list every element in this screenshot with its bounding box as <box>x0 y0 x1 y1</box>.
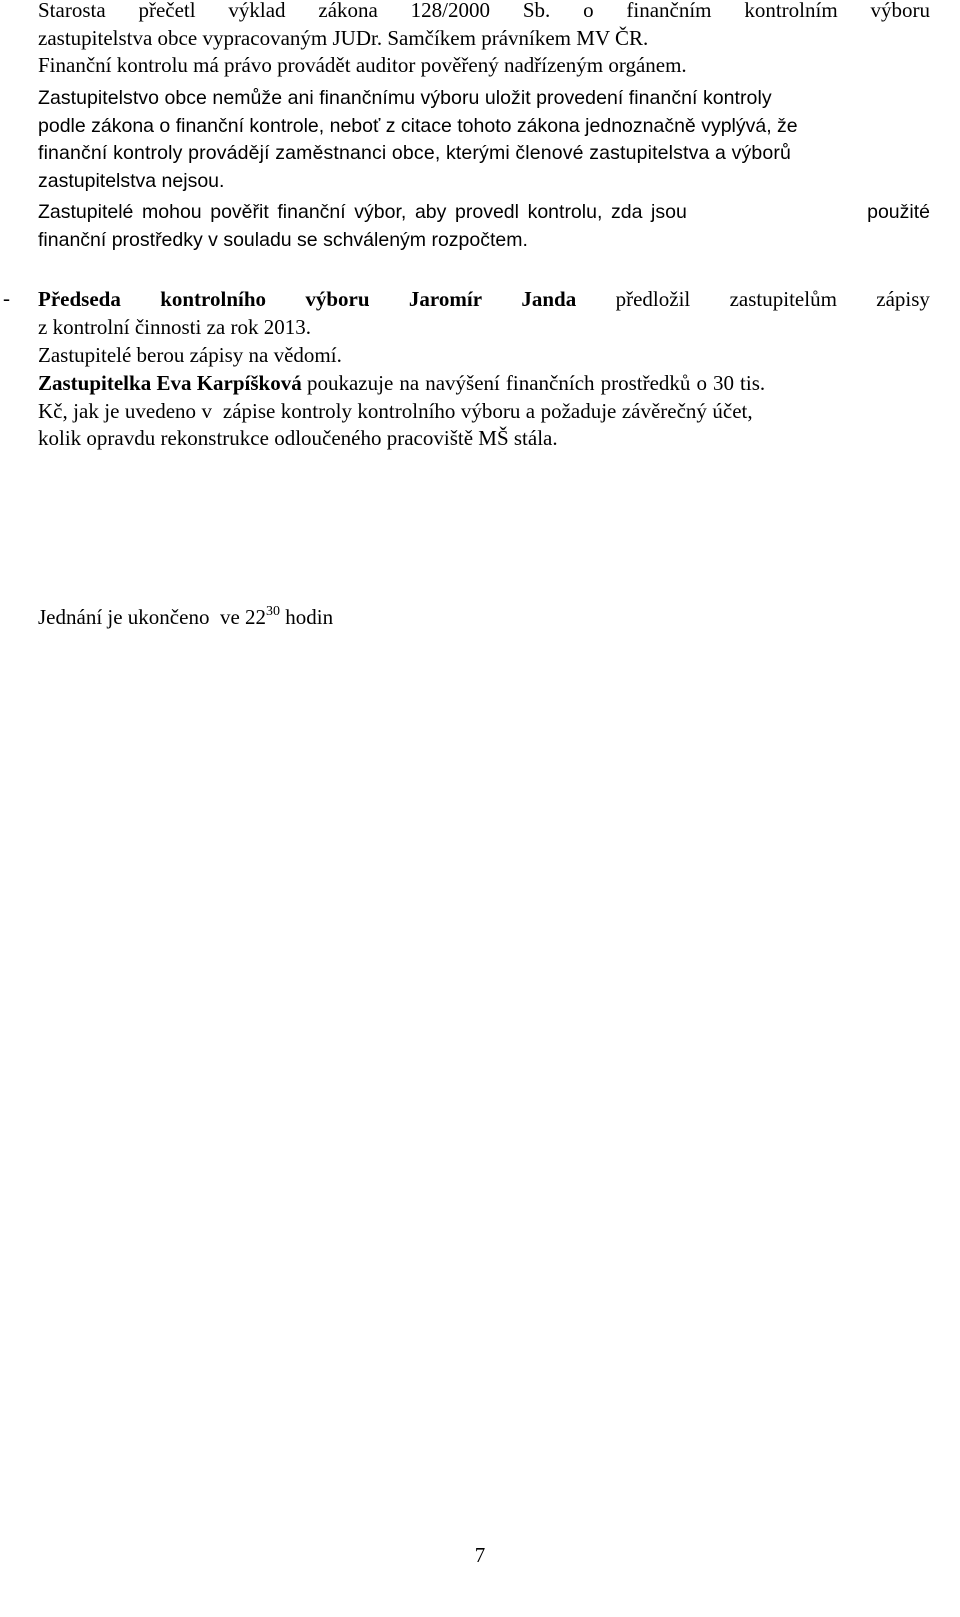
justified-line <box>38 0 930 25</box>
word: výklad <box>228 0 286 22</box>
paragraph-karpiskova <box>38 370 930 453</box>
justified-line <box>38 199 930 227</box>
bold-word: kontrolního <box>160 287 267 311</box>
closing-suffix: hodin <box>280 605 334 629</box>
closing-superscript: 30 <box>266 604 281 619</box>
text-segment: Zastupitelé mohou pověřit finanční výbor, aby provedl kontrolu, zda jsou <box>38 201 687 223</box>
text-line: Zastupitelstvo obce nemůže ani finančnímu výboru uložit provedení finanční kontroly <box>38 87 772 109</box>
word: přečetl <box>138 0 196 22</box>
word: výboru <box>870 0 930 22</box>
justified-line <box>38 286 930 314</box>
word: předložil <box>615 287 691 311</box>
bold-word: výboru <box>305 287 370 311</box>
word: zákona <box>318 0 378 22</box>
text-line: finanční prostředky v souladu se schváleným rozpočtem. <box>38 228 528 251</box>
bold-name: Zastupitelka Eva Karpíšková <box>38 371 302 395</box>
text-line: finanční kontroly provádějí zaměstnanci obce, kterými členové zastupitelstva a výborů <box>38 142 792 164</box>
paragraph-law-explanation <box>38 0 930 80</box>
text-line <box>38 604 930 632</box>
word: Starosta <box>38 0 106 22</box>
word: Sb. <box>522 0 551 22</box>
text-line: Finanční kontrolu má právo provádět auditor pověřený nadřízeným orgánem. <box>38 53 687 77</box>
bold-word: Předseda <box>38 287 121 311</box>
word: o <box>583 0 594 22</box>
page-number: 7 <box>474 1543 486 1567</box>
word: zastupitelům <box>729 287 837 311</box>
paragraph-acknowledged <box>38 342 930 370</box>
text-line: kolik opravdu rekonstrukce odloučeného pracoviště MŠ stála. <box>38 426 558 450</box>
word: finančním <box>626 0 712 22</box>
closing-text: Jednání je ukončeno ve 22 <box>38 605 267 629</box>
paragraph-council-authorize <box>38 199 930 254</box>
paragraph-chairman-report <box>3 286 930 341</box>
paragraph-council-limits <box>38 85 930 195</box>
word: zápisy <box>876 287 930 311</box>
text-line: zastupitelstva nejsou. <box>38 169 225 192</box>
text-line: Zastupitelé berou zápisy na vědomí. <box>38 343 342 367</box>
text-line: Kč, jak je uvedeno v zápise kontroly kontrolního výboru a požaduje závěrečný účet, <box>38 398 753 423</box>
word: kontrolním <box>744 0 838 22</box>
text-line: podle zákona o finanční kontrole, neboť z citace tohoto zákona jednoznačně vyplývá, že <box>38 114 798 137</box>
text-segment: použité <box>867 201 930 223</box>
text-line: zastupitelstva obce vypracovaným JUDr. Samčíkem právníkem MV ČR. <box>38 25 649 50</box>
text-segment: poukazuje na navýšení finančních prostředků o 30 tis. <box>306 371 766 395</box>
closing-statement <box>38 604 930 632</box>
text-line: z kontrolní činnosti za rok 2013. <box>38 314 311 339</box>
bold-word: Janda <box>521 287 577 311</box>
word: 128/2000 <box>410 0 490 22</box>
list-dash: - <box>3 286 10 310</box>
bold-word: Jaromír <box>408 287 483 311</box>
text-line <box>38 370 930 398</box>
